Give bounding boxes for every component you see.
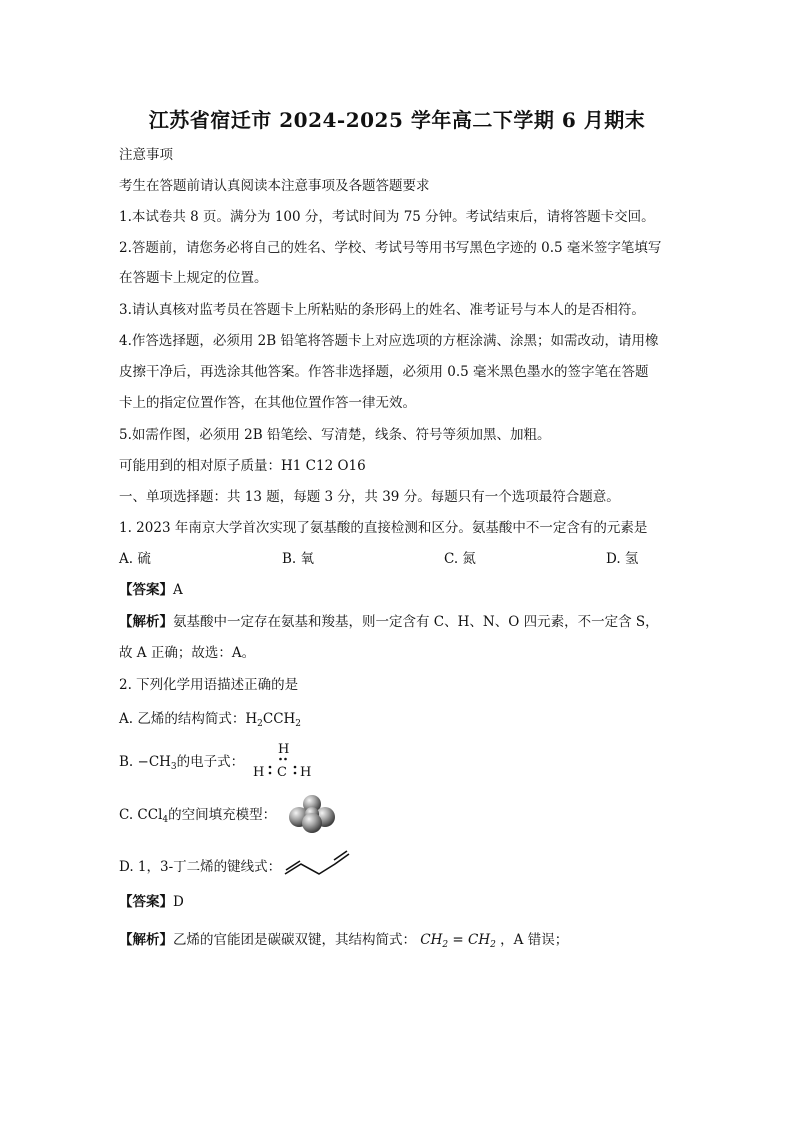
page-title: 江苏省宿迁市 2024-2025 学年高二下学期 6 月期末: [148, 108, 646, 132]
q1-option-b: B. 氧: [282, 551, 315, 567]
notes-item: 4.作答选择题，必须用 2B 铅笔将答题卡上对应选项的方框涂满、涂黑；如需改动，请用橡: [119, 333, 659, 349]
notes-item: 5.如需作图，必须用 2B 铅笔绘、写清楚，线条、符号等须加黑、加粗。: [119, 427, 551, 443]
svg-text:H: H: [253, 765, 265, 780]
q2-option-a: [119, 709, 679, 734]
q2-analysis: [119, 930, 679, 955]
butadiene-skeletal-formula: [283, 850, 351, 878]
notes-item: 3.请认真核对监考员在答题卡上所粘贴的条形码上的姓名、准考证号与本人的是否相符。: [119, 302, 645, 318]
q1-stem: 1. 2023 年南京大学首次实现了氨基酸的直接检测和区分。氨基酸中不一定含有的元素是: [119, 520, 648, 536]
methyl-electron-formula: [249, 740, 319, 782]
answer-value: D: [173, 894, 184, 910]
answer-label: 【答案】: [119, 894, 173, 910]
notes-item: 卡上的指定位置作答，在其他位置作答一律无效。: [119, 395, 416, 411]
ccl4-space-filling-model: [286, 794, 338, 834]
q2-option-d: D. 1，3-丁二烯的键线式：: [119, 859, 282, 875]
notes-heading: 注意事项: [119, 147, 173, 163]
notes-item: 2.答题前，请您务必将自己的姓名、学校、考试号等用书写黑色字迹的 0.5 毫米签字笔填写: [119, 240, 662, 256]
analysis-label: 【解析】: [119, 932, 173, 948]
q1-analysis-cont: 故 A 正确；故选：A。: [119, 645, 256, 661]
section-heading: 一、单项选择题：共 13 题，每题 3 分，共 39 分。每题只有一个选项最符合题意。: [119, 489, 620, 505]
q2-option-c: C. CCl$_4$的空间填充模型：: [119, 807, 277, 825]
answer-label: 【答案】: [119, 582, 173, 598]
q2-option-b-label: B. −CH: [119, 754, 171, 770]
svg-text:H: H: [300, 765, 312, 780]
answer-value: A: [173, 582, 183, 598]
q2-option-a-label: A. 乙烯的结构简式：: [119, 711, 246, 727]
svg-text:H: H: [278, 742, 290, 757]
analysis-label: 【解析】: [119, 614, 173, 630]
notes-intro: 考生在答题前请认真阅读本注意事项及各题答题要求: [119, 178, 430, 194]
notes-item: 1.本试卷共 8 页。满分为 100 分，考试时间为 75 分钟。考试结束后，请将答题卡交回。: [119, 209, 655, 225]
notes-item: 在答题卡上规定的位置。: [119, 270, 268, 286]
ethylene-formula-italic: $CH_2 = CH_2$: [416, 932, 496, 950]
atomic-mass-line: 可能用到的相对原子质量：H1 C12 O16: [119, 458, 366, 474]
q2-option-c-label: C. CCl: [119, 807, 163, 823]
analysis-text: 氨基酸中一定存在氨基和羧基，则一定含有 C、H、N、O 四元素，不一定含 S，: [173, 614, 659, 630]
q2-option-b-suffix: 的电子式：: [176, 754, 245, 770]
q1-analysis: [119, 612, 679, 632]
svg-text:C: C: [277, 765, 287, 780]
q2-option-c-suffix: 的空间填充模型：: [168, 807, 277, 823]
q1-answer: [119, 580, 679, 600]
analysis-text-cont: ，A 错误；: [500, 932, 569, 948]
ethylene-formula: $H_2CCH_2$: [245, 711, 302, 729]
q2-option-b: B. $-CH_3$的电子式：: [119, 754, 245, 772]
analysis-text: 乙烯的官能团是碳碳双键，其结构简式：: [173, 932, 416, 948]
notes-item: 皮擦干净后，再选涂其他答案。作答非选择题，必须用 0.5 毫米黑色墨水的签字笔在答题: [119, 364, 649, 380]
q1-option-c: C. 氮: [444, 551, 476, 567]
q1-option-a: A. 硫: [119, 551, 151, 567]
q2-answer: [119, 892, 679, 912]
q1-option-d: D. 氢: [606, 551, 639, 567]
q2-stem: 2. 下列化学用语描述正确的是: [119, 677, 299, 693]
